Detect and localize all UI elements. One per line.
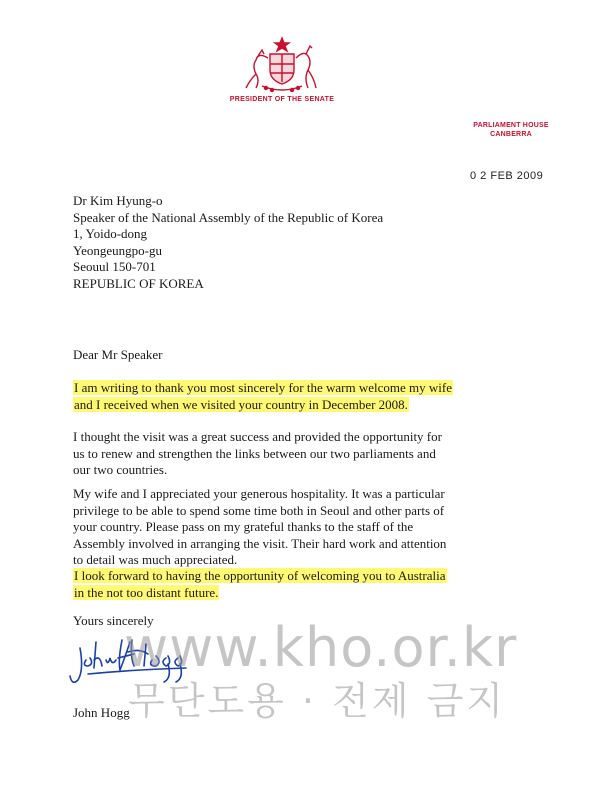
text-line: our two countries. [73, 462, 168, 478]
text-line: your country. Please pass on my grateful thanks to the staff of the [73, 519, 414, 535]
office-title: PRESIDENT OF THE SENATE [229, 96, 335, 103]
recipient-street: 1, Yoido-dong [73, 226, 148, 242]
recipient-district: Yeongeungpo-gu [73, 242, 162, 258]
recipient-title: Speaker of the National Assembly of the Republic of Korea [73, 209, 384, 225]
recipient-city: Seouul 150-701 [73, 259, 156, 275]
address-line-2: CANBERRA [490, 131, 532, 138]
text-line: privilege to be able to spend some time both in Seoul and other parts of [73, 502, 445, 518]
highlighted-line: and I received when we visited your country in December 2008. [74, 396, 408, 412]
coat-of-arms-icon [232, 36, 332, 94]
date-stamp: 0 2 FEB 2009 [470, 170, 544, 182]
highlighted-line: in the not too distant future. [74, 584, 219, 600]
recipient-country: REPUBLIC OF KOREA [73, 275, 204, 291]
recipient-name: Dr Kim Hyung-o [73, 193, 163, 208]
text-line: I thought the visit was a great success and provided the opportunity for [73, 429, 442, 444]
paragraph-1 [73, 380, 573, 413]
highlighted-line: I look forward to having the opportunity of welcoming you to Australia [74, 568, 446, 583]
text-line: us to renew and strengthen the links between our two parliaments and [73, 445, 436, 461]
text-line: Assembly involved in arranging the visit. Their hard work and attention [73, 535, 447, 551]
watermark-url: www.kho.or.kr [124, 616, 518, 679]
paragraph-2 [73, 429, 573, 479]
signatory-name: John Hogg [73, 705, 130, 720]
salutation: Dear Mr Speaker [73, 347, 163, 362]
text-line: to detail was much appreciated. [73, 552, 238, 568]
paragraph-4 [73, 568, 573, 601]
paragraph-3 [73, 486, 573, 569]
address-line-1: PARLIAMENT HOUSE [473, 122, 549, 129]
watermark-notice: 무단도용 · 전제 금지 [128, 679, 506, 723]
text-line: My wife and I appreciated your generous hospitality. It was a particular [73, 486, 445, 501]
watermark [124, 618, 594, 724]
highlighted-line: I am writing to thank you most sincerely for the warm welcome my wife [74, 380, 452, 395]
closing: Yours sincerely [73, 613, 154, 628]
recipient-address [73, 193, 383, 293]
